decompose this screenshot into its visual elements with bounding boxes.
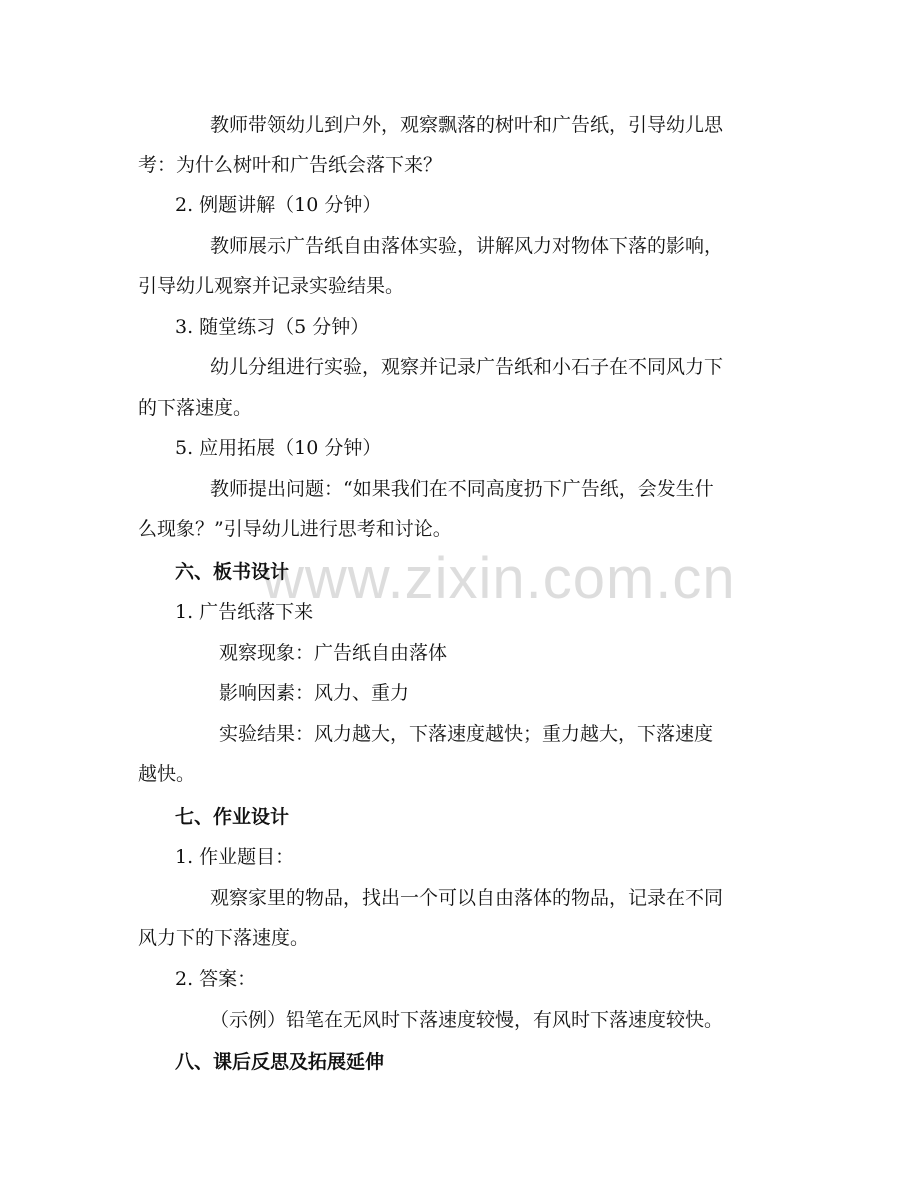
paragraph-line: 教师带领幼儿到户外，观察飘落的树叶和广告纸，引导幼儿思	[210, 114, 724, 136]
list-item-heading: 1. 作业题目：	[175, 846, 295, 868]
list-item-heading: 2. 例题讲解（10 分钟）	[175, 194, 382, 216]
paragraph-line: 的下落速度。	[138, 397, 253, 419]
paragraph-line: 么现象？”引导幼儿进行思考和讨论。	[138, 518, 452, 540]
paragraph-line: 越快。	[138, 763, 196, 785]
paragraph-line: 教师展示广告纸自由落体实验，讲解风力对物体下落的影响，	[210, 235, 724, 257]
paragraph-line: 幼儿分组进行实验，观察并记录广告纸和小石子在不同风力下	[210, 356, 724, 378]
paragraph-line: 观察家里的物品，找出一个可以自由落体的物品，记录在不同	[210, 887, 724, 909]
board-line: 观察现象：广告纸自由落体	[219, 642, 448, 664]
list-item-heading: 2. 答案：	[175, 968, 257, 990]
watermark-text: www.zixin.com.cn	[262, 546, 736, 611]
section-heading: 六、板书设计	[175, 561, 290, 583]
paragraph-line: 考：为什么树叶和广告纸会落下来？	[138, 154, 443, 176]
section-heading: 七、作业设计	[175, 806, 290, 828]
list-item-heading: 5. 应用拓展（10 分钟）	[175, 437, 382, 459]
paragraph-line: （示例）铅笔在无风时下落速度较慢，有风时下落速度较快。	[210, 1009, 724, 1031]
paragraph-line: 风力下的下落速度。	[138, 927, 310, 949]
board-line: 实验结果：风力越大，下落速度越快；重力越大，下落速度	[219, 723, 714, 745]
list-item-heading: 1. 广告纸落下来	[175, 601, 314, 623]
paragraph-line: 引导幼儿观察并记录实验结果。	[138, 275, 405, 297]
section-heading: 八、课后反思及拓展延伸	[175, 1051, 385, 1073]
list-item-heading: 3. 随堂练习（5 分钟）	[175, 316, 370, 338]
paragraph-line: 教师提出问题：“如果我们在不同高度扔下广告纸，会发生什	[210, 478, 714, 500]
board-line: 影响因素：风力、重力	[219, 682, 410, 704]
